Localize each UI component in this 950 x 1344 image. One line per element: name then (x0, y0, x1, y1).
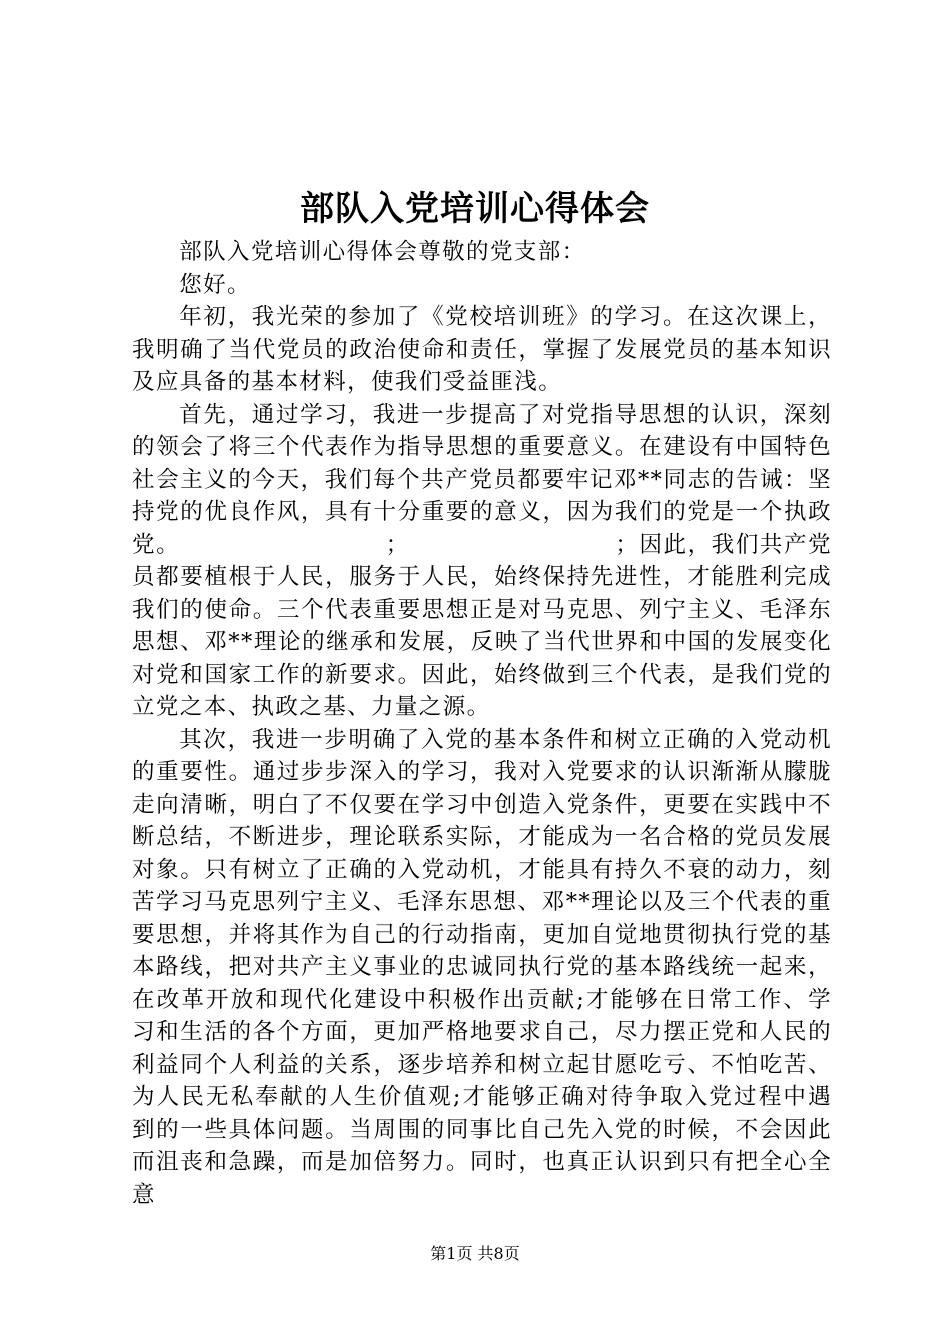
page-number-footer: 第1页 共8页 (430, 1244, 520, 1263)
document-title: 部队入党培训心得体会 (300, 189, 650, 229)
salutation-paragraph: 部队入党培训心得体会尊敬的党支部： (179, 239, 586, 265)
document-body (132, 236, 832, 1211)
greeting-paragraph: 您好。 (179, 271, 251, 298)
body-paragraph: 年初，我光荣的参加了《党校培训班》的学习。在这次课上，我明确了当代党员的政治使命和责任，掌握了发展党员的基本知识及应具备的基本材料，使我们受益匪浅。 (132, 304, 832, 395)
body-paragraph: 首先，通过学习，我进一步提高了对党指导思想的认识，深刻的领会了将三个代表作为指导思想的重要意义。在建设有中国特色社会主义的今天，我们每个共产党员都要牢记邓**同志的告诫：坚持党的优良作风，具有十分重要的意义，因为我们的党是一个执政党。 ； ；因此，我们共产党员都要植根于人民，服务于人民，始终保持先进性，才能胜利完成我们的使命。三个代表重要思想正是对马克思、列宁主义、毛泽东思想、邓**理论的继承和发展，反映了当代世界和中国的发展变化对党和国家工作的新要求。因此，始终做到三个代表，是我们党的立党之本、执政之基、力量之源。 (132, 401, 832, 720)
body-paragraph: 其次，我进一步明确了入党的基本条件和树立正确的入党动机的重要性。通过步步深入的学习，我对入党要求的认识渐渐从朦胧走向清晰，明白了不仅要在学习中创造入党条件，更要在实践中不断总结，不断进步，理论联系实际，才能成为一名合格的党员发展对象。只有树立了正确的入党动机，才能具有持久不衰的动力，刻苦学习马克思列宁主义、毛泽东思想、邓**理论以及三个代表的重要思想，并将其作为自己的行动指南，更加自觉地贯彻执行党的基本路线，把对共产主义事业的忠诚同执行党的基本路线统一起来，在改革开放和现代化建设中积极作出贡献;才能够在日常工作、学习和生活的各个方面，更加严格地要求自己，尽力摆正党和人民的利益同个人利益的关系，逐步培养和树立起甘愿吃亏、不怕吃苦、为人民无私奉献的人生价值观;才能够正确对待争取入党过程中遇到的一些具体问题。当周围的同事比自己先入党的时候，不会因此而沮丧和急躁，而是加倍努力。同时，也真正认识到只有把全心全意 (132, 726, 832, 1208)
